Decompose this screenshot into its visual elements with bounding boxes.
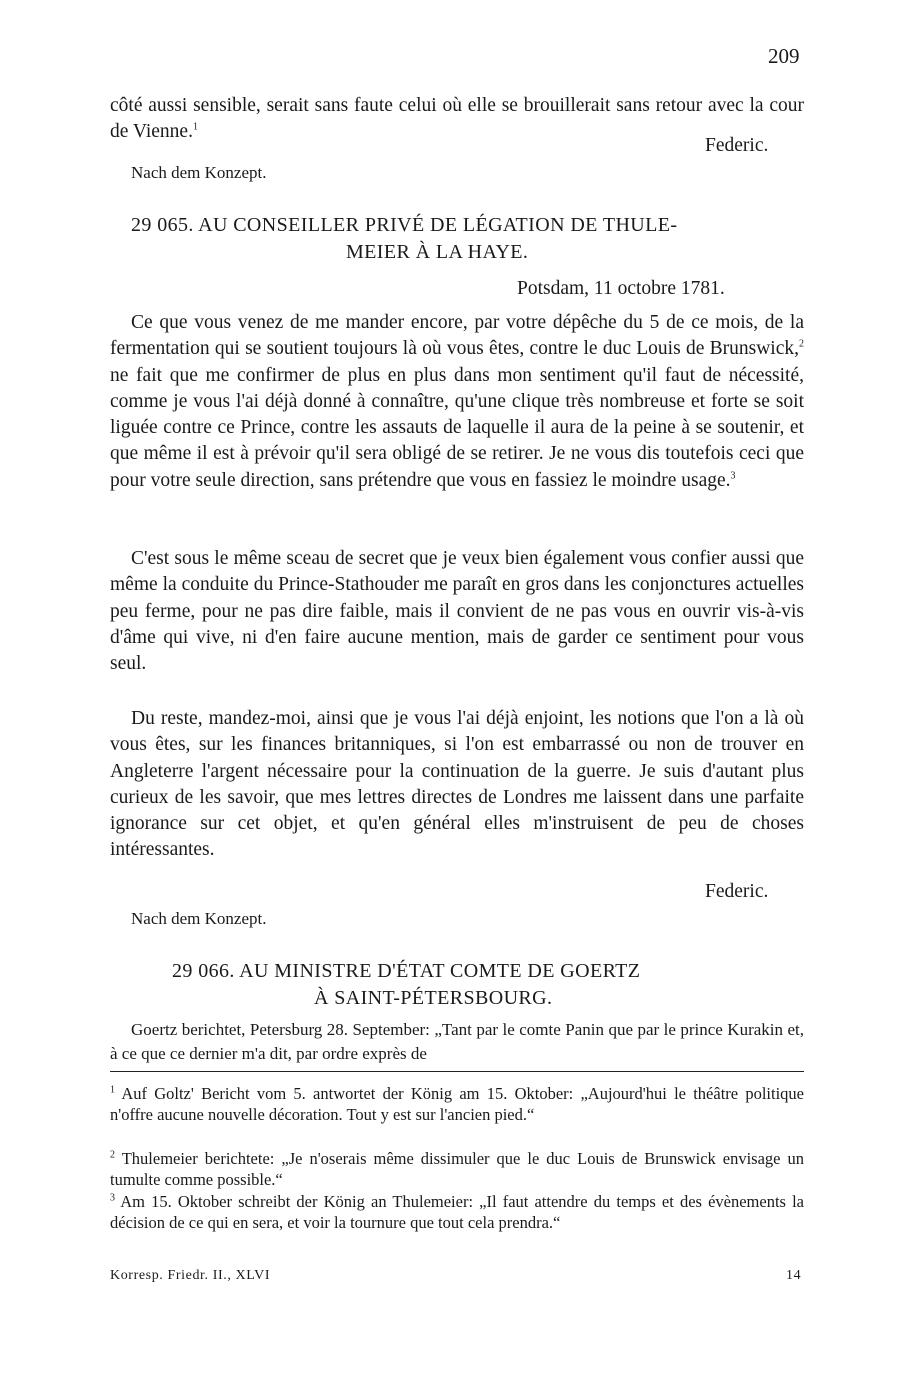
footnote-ref: 2 xyxy=(799,338,804,350)
body-paragraph-1 xyxy=(110,310,804,494)
footnote-text: Am 15. Oktober schreibt der König an Thulemeier: „Il faut attendre du temps et des évènements la décision de ce qui en sera, et voir la tournure que tout cela prendra.“ xyxy=(110,1192,805,1232)
letter-heading-line1: AU CONSEILLER PRIVÉ DE LÉGATION DE THULE- xyxy=(198,214,678,236)
footnote-mark: 3 xyxy=(110,1192,115,1204)
footnote-2 xyxy=(110,1149,804,1191)
footer-signature: Korresp. Friedr. II., XLVI xyxy=(110,1268,271,1283)
signature: Federic. xyxy=(705,881,769,902)
footnote-ref: 3 xyxy=(730,470,736,482)
footnote-1 xyxy=(110,1084,804,1126)
letter-heading xyxy=(131,214,677,237)
footnote-text: Auf Goltz' Bericht vom 5. antwortet der König am 15. Oktober: „Aujourd'hui le théâtre politique n'offre aucune nouvelle décoration. Tout y est sur l'ancien pied.“ xyxy=(110,1084,804,1124)
source-note: Nach dem Konzept. xyxy=(131,163,267,182)
signature: Federic. xyxy=(705,135,769,156)
footnote-text: Thulemeier berichtete: „Je n'oserais même dissimuler que le duc Louis de Brunswick envisage un tumulte comme possible.“ xyxy=(110,1149,804,1189)
intro-paragraph: Goertz berichtet, Petersburg 28. September: „Tant par le comte Panin que par le prince Kurakin et, à ce que ce dernier m'a dit, par ordre exprès de xyxy=(110,1020,804,1063)
place-date: Potsdam, 11 octobre 1781. xyxy=(517,278,725,299)
footnote-mark: 1 xyxy=(110,1084,115,1096)
continuation-text: côté aussi sensible, serait sans faute celui où elle se brouillerait sans retour avec la cour de Vienne. xyxy=(110,95,804,143)
letter-heading-line2: MEIER À LA HAYE. xyxy=(346,241,529,263)
letter-number: 29 065. xyxy=(131,214,194,236)
letter-number: 29 066. xyxy=(172,960,235,982)
paragraph-text: ne fait que me confirmer de plus en plus dans mon sentiment qu'il faut de nécessité, comme je vous l'ai déjà donné à connaître, qu'une clique très nombreuse et forte se soit liguée contre ce Prince, contre les assauts de laquelle il aura de la peine à se soutenir, et que même il est à prévoir qu'il sera obligé de se retirer. Je ne vous dis toutefois ceci que pour votre seule direction, sans prétendre que vous en fassiez le moindre usage. xyxy=(110,364,804,491)
letter-heading xyxy=(172,960,640,983)
continuation-paragraph xyxy=(110,93,804,146)
body-paragraph-2: C'est sous le même sceau de secret que je veux bien également vous confier aussi que même la conduite du Prince-Stathouder me paraît en gros dans les conjonctures actuelles peu ferme, pour ne pas dire faible, mais il convient de ne pas vous en ouvrir vis-à-vis d'âme qui vive, ni d'en faire aucune mention, mais de garder ce sentiment pour vous seul. xyxy=(110,548,804,675)
footnote-divider xyxy=(110,1071,804,1072)
footnote-3 xyxy=(110,1192,804,1234)
source-note: Nach dem Konzept. xyxy=(131,909,267,928)
letter-heading-line2: À SAINT-PÉTERSBOURG. xyxy=(314,987,553,1009)
body-paragraph-3: Du reste, mandez-moi, ainsi que je vous l'ai déjà enjoint, les notions que l'on a là où vous êtes, sur les finances britanniques, si l'on est embarrassé ou non de trouver en Angleterre l'argent nécessaire pour la continuation de la guerre. Je suis d'autant plus curieux de les savoir, que mes lettres directes de Londres me laissent dans une parfaite ignorance sur cet objet, et qu'en général elles m'instruisent de peu de choses intéressantes. xyxy=(110,708,804,861)
page-number: 209 xyxy=(768,44,800,68)
footnote-ref: 1 xyxy=(192,121,198,133)
footer-sheet-number: 14 xyxy=(786,1268,802,1283)
paragraph-text: Ce que vous venez de me mander encore, par votre dépêche du 5 de ce mois, de la fermentation qui se soutient toujours là où vous êtes, contre le duc Louis de Brunswick, xyxy=(110,312,804,360)
letter-heading-line1: AU MINISTRE D'ÉTAT COMTE DE GOERTZ xyxy=(239,960,641,982)
footnote-mark: 2 xyxy=(110,1149,115,1161)
